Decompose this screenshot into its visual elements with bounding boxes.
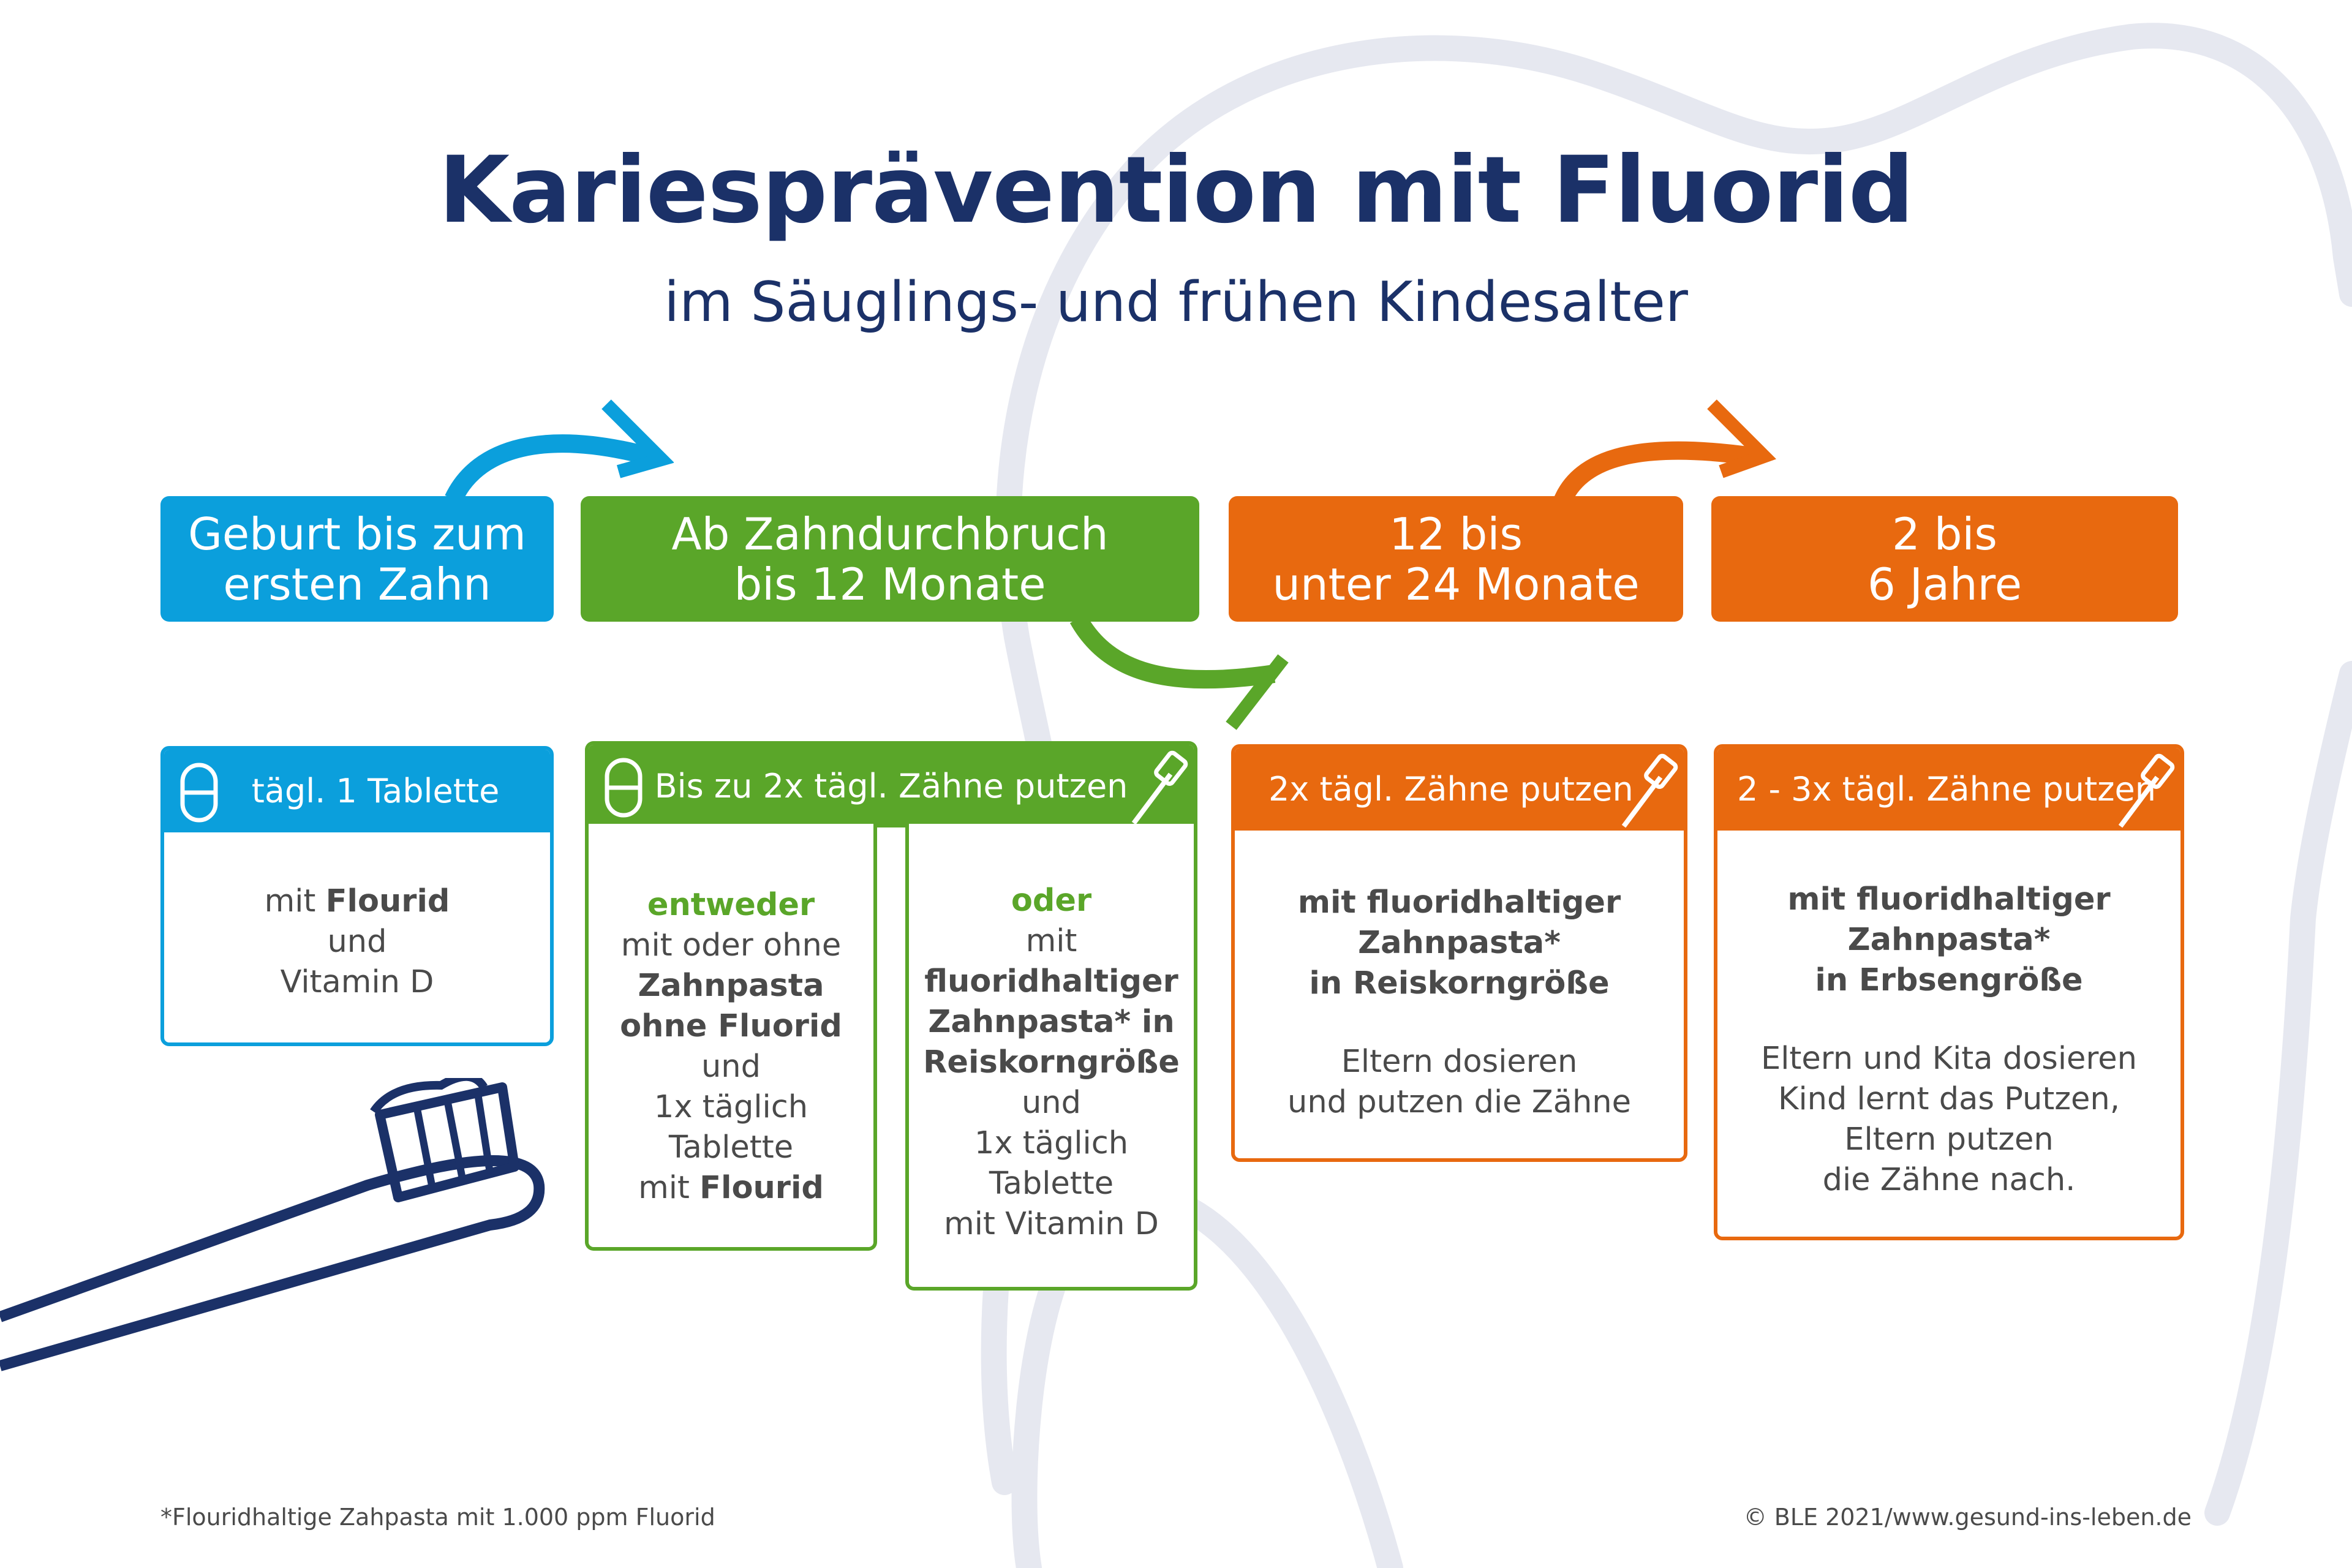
card-brushing-2-3x: [1714, 744, 2184, 1240]
card-header-label: 2 - 3x tägl. Zähne putzen: [1737, 770, 2156, 809]
text-line: Tablette: [668, 1129, 794, 1166]
text-line: mit: [638, 1170, 700, 1206]
card-brushing-up-to-2x: [585, 741, 1197, 831]
footnote: *Flouridhaltige Zahpasta mit 1.000 ppm Fluorid: [160, 1504, 715, 1531]
text-line: mit: [1025, 923, 1077, 959]
text-line: und: [327, 924, 387, 960]
page-subtitle: im Säuglings- und frühen Kindesalter: [664, 270, 1688, 334]
text-line: und putzen die Zähne: [1287, 1084, 1631, 1120]
card-brushing-2x: [1231, 744, 1687, 1162]
text-bold: Reiskorngröße: [923, 1044, 1180, 1080]
toothbrush-illustration-icon: [0, 1078, 551, 1378]
card-header: [1717, 748, 2180, 831]
text-line: Eltern und Kita dosieren: [1761, 1041, 2137, 1077]
option-either: [585, 824, 877, 1251]
text-line: Eltern dosieren: [1341, 1044, 1578, 1080]
text-line: 1x täglich: [974, 1125, 1129, 1161]
stage-12-to-24-months: [1229, 496, 1683, 622]
text-bold: Flourid: [699, 1170, 824, 1206]
stage-label-line2: bis 12 Monate: [734, 558, 1046, 610]
card-body: [1235, 831, 1684, 1123]
pill-icon: [602, 757, 645, 818]
option-heading: entweder: [647, 887, 815, 923]
text-line: Kind lernt das Putzen,: [1778, 1081, 2120, 1117]
text-bold: mit fluoridhaltiger: [1297, 884, 1621, 921]
card-header: [1235, 748, 1684, 831]
card-header-label: tägl. 1 Tablette: [251, 772, 500, 810]
arrow-green-icon: [1066, 612, 1298, 735]
text-bold: Zahnpasta*: [1847, 922, 2051, 958]
card-body: [164, 832, 550, 1003]
stage-2-to-6-years: [1711, 496, 2178, 622]
card-header: [589, 745, 1194, 827]
text-bold: in Reiskorngröße: [1309, 965, 1610, 1001]
stage-label-line2: ersten Zahn: [223, 558, 491, 610]
text-bold: ohne Fluorid: [620, 1008, 842, 1044]
text-line: 1x täglich: [654, 1089, 809, 1125]
text-line: und: [701, 1049, 761, 1085]
text-bold: in Erbsengröße: [1815, 962, 2083, 998]
text-bold: mit fluoridhaltiger: [1787, 881, 2111, 918]
text-bold: Zahnpasta* in: [928, 1004, 1175, 1040]
arrow-orange-icon: [1550, 398, 1776, 508]
text-line: mit Vitamin D: [944, 1206, 1159, 1242]
stage-label-line1: Geburt bis zum: [188, 508, 526, 560]
card-header-label: 2x tägl. Zähne putzen: [1268, 770, 1634, 809]
text-bold: Flourid: [325, 883, 450, 919]
page-title: Kariesprävention mit Fluorid: [438, 137, 1914, 244]
option-heading: oder: [1011, 883, 1092, 919]
text-bold: Zahnpasta: [638, 968, 824, 1004]
text-line: Eltern putzen: [1844, 1121, 2054, 1158]
stage-tooth-eruption-to-12-months: [581, 496, 1199, 622]
stage-label-line2: 6 Jahre: [1868, 558, 2022, 610]
pill-icon: [178, 762, 221, 823]
arrow-blue-icon: [441, 392, 674, 508]
text-bold: fluoridhaltiger: [924, 963, 1178, 1000]
card-header: [164, 750, 550, 832]
text-line: Vitamin D: [280, 964, 434, 1000]
card-body: [1717, 831, 2180, 1200]
stage-label-line1: Ab Zahndurchbruch: [671, 508, 1109, 560]
text-line: Tablette: [989, 1166, 1114, 1202]
toothbrush-icon: [1128, 750, 1189, 826]
toothbrush-icon: [2114, 753, 2176, 829]
stage-birth-to-first-tooth: [160, 496, 554, 622]
card-tablet: [160, 746, 554, 1046]
stage-label-line1: 12 bis: [1389, 508, 1523, 560]
stage-label-line2: unter 24 Monate: [1272, 558, 1640, 610]
text-line: die Zähne nach.: [1822, 1162, 2076, 1198]
option-or: [905, 824, 1197, 1291]
card-header-label: Bis zu 2x tägl. Zähne putzen: [654, 767, 1128, 805]
toothbrush-icon: [1618, 753, 1679, 829]
text-line: und: [1021, 1085, 1082, 1121]
text-bold: Zahnpasta*: [1358, 925, 1561, 961]
stage-label-line1: 2 bis: [1892, 508, 1997, 560]
copyright: © BLE 2021/www.gesund-ins-leben.de: [1743, 1504, 2192, 1531]
text-line: mit oder ohne: [620, 927, 842, 963]
text-line: mit: [264, 883, 326, 919]
